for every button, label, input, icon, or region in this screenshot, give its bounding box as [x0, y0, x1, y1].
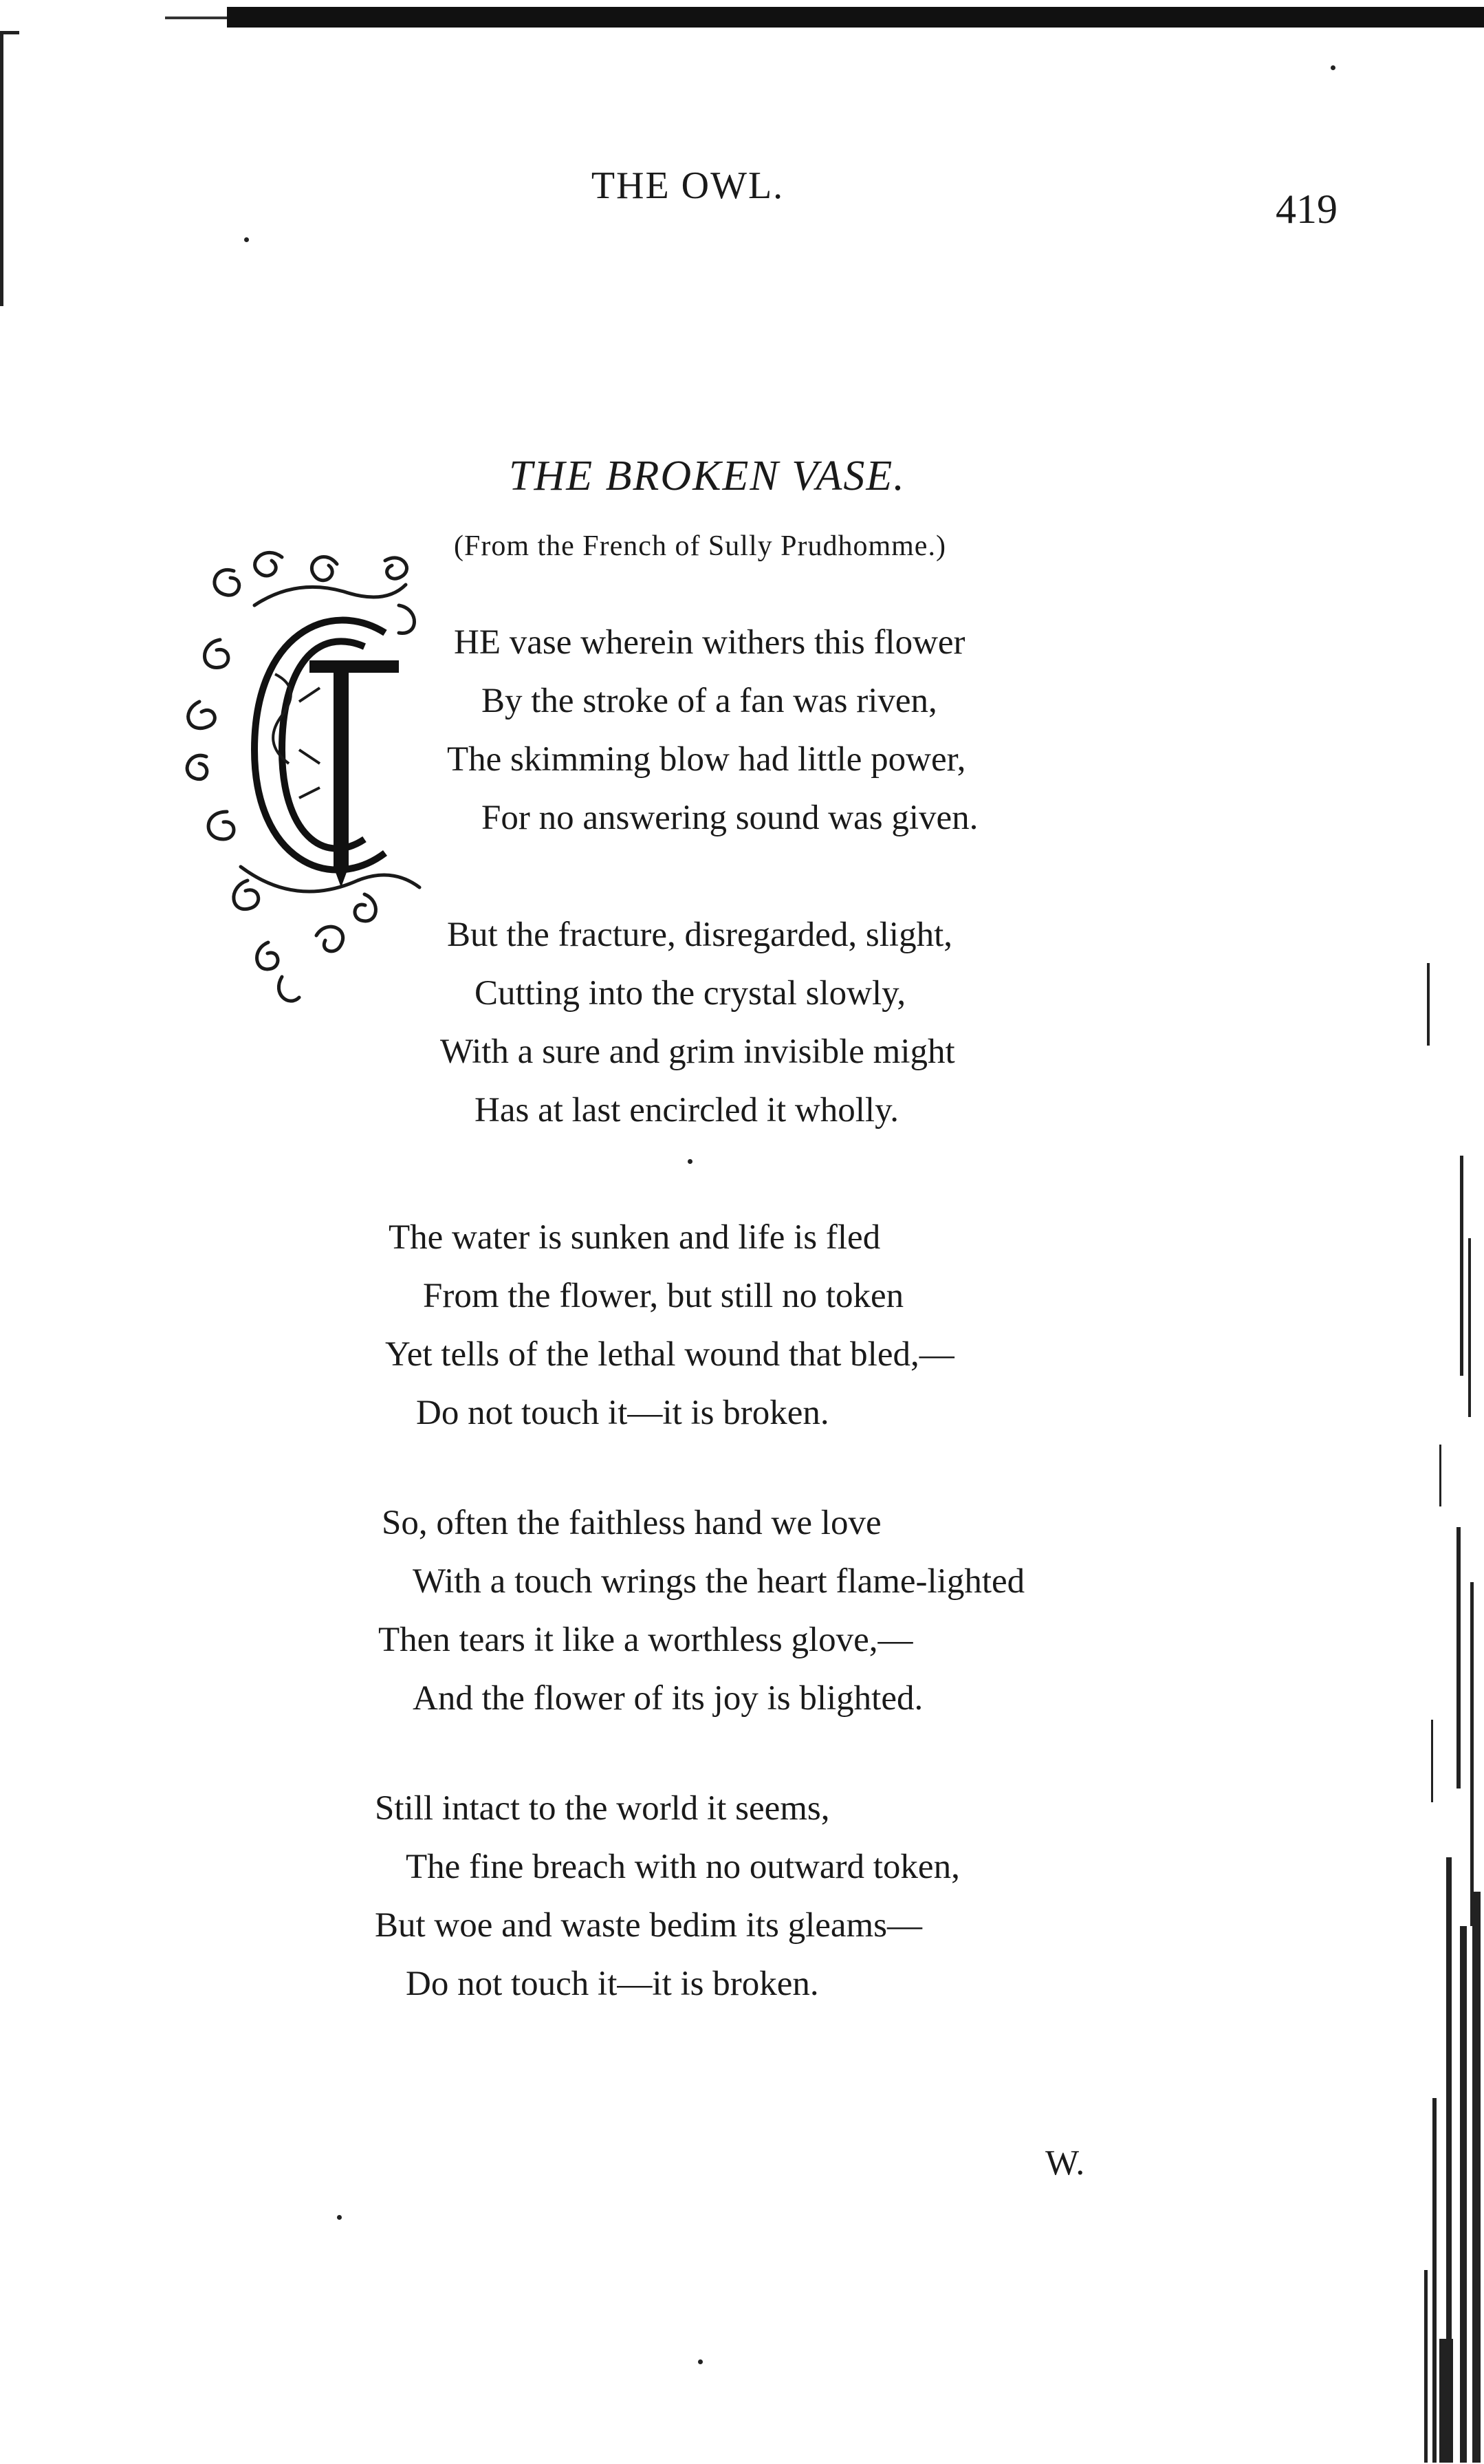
poem-title: THE BROKEN VASE. [509, 453, 906, 499]
scan-speck [1331, 65, 1335, 70]
stanza-1-line-4: For no answering sound was given. [481, 799, 979, 837]
stanza-5-line-1: Still intact to the world it seems, [375, 1789, 830, 1828]
scan-speck [688, 1159, 692, 1164]
stanza-1-line-1: HE vase wherein withers this flower [454, 623, 965, 662]
scan-left-edge-tick [0, 31, 19, 34]
stanza-2-line-3: With a sure and grim invisible might [440, 1033, 955, 1071]
stanza-2-line-2: Cutting into the crystal slowly, [474, 974, 906, 1013]
scan-speck [244, 237, 249, 242]
running-title: THE OWL. [591, 164, 785, 207]
poem-attribution: (From the French of Sully Prudhomme.) [454, 530, 946, 562]
stanza-4-line-4: And the flower of its joy is blighted. [413, 1679, 924, 1718]
stanza-3-line-1: The water is sunken and life is fled [389, 1218, 881, 1257]
stanza-4-line-3: Then tears it like a worthless glove,— [378, 1621, 913, 1659]
top-rule [227, 7, 1484, 28]
stanza-2-line-4: Has at last encircled it wholly. [474, 1091, 899, 1130]
scan-speck [337, 2215, 342, 2220]
stanza-3-line-3: Yet tells of the lethal wound that bled,— [385, 1335, 954, 1374]
author-signature: W. [1045, 2143, 1085, 2183]
stanza-3-line-2: From the flower, but still no token [423, 1277, 904, 1315]
stanza-4-line-1: So, often the faithless hand we love [382, 1504, 882, 1542]
page-number: 419 [1276, 186, 1338, 232]
scan-speck [698, 2359, 703, 2364]
stanza-5-line-3: But woe and waste bedim its gleams— [375, 1906, 923, 1945]
stanza-1-line-3: The skimming blow had little power, [447, 740, 966, 779]
top-rule-thin [165, 17, 227, 19]
stanza-1-line-2: By the stroke of a fan was riven, [481, 682, 937, 720]
stanza-3-line-4: Do not touch it—it is broken. [416, 1394, 829, 1432]
ornamental-initial [179, 523, 454, 1018]
scan-right-edge-noise [1419, 963, 1484, 2463]
stanza-2-line-1: But the fracture, disregarded, slight, [447, 916, 953, 954]
stanza-5-line-2: The fine breach with no outward token, [406, 1848, 960, 1886]
stanza-4-line-2: With a touch wrings the heart flame-lighted [413, 1562, 1025, 1601]
stanza-5-line-4: Do not touch it—it is broken. [406, 1965, 819, 2003]
